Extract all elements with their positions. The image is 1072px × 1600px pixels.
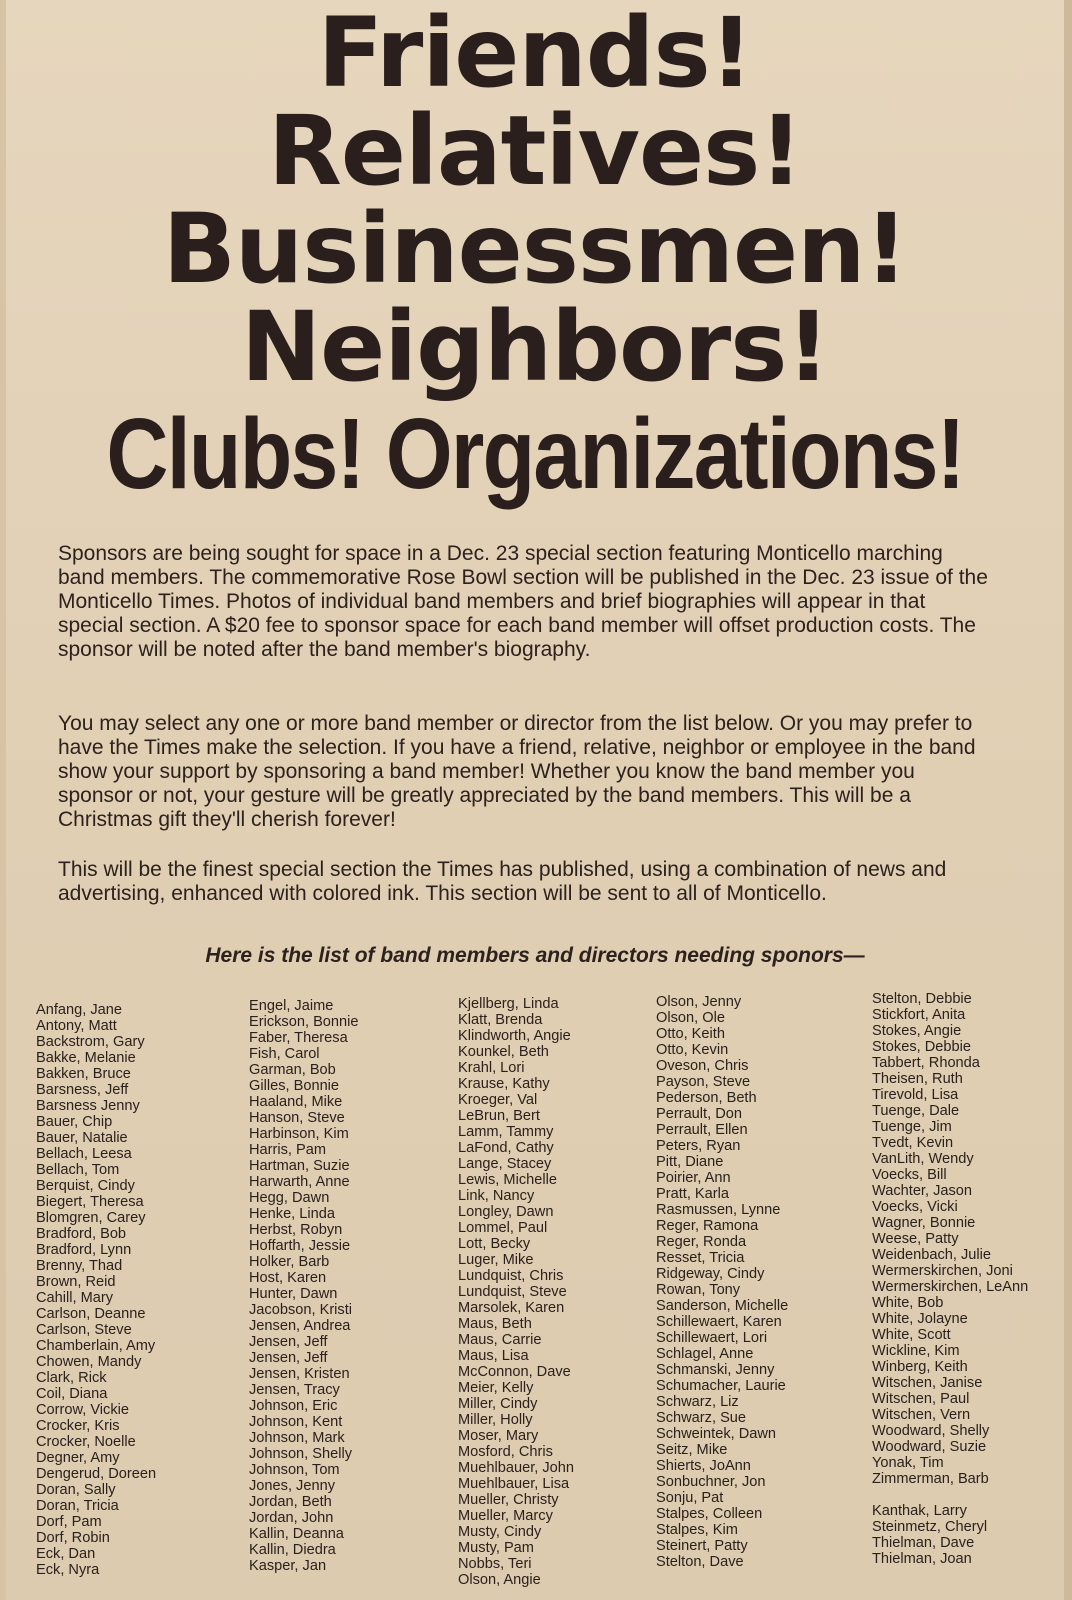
- member-name: Jensen, Tracy: [249, 1382, 340, 1398]
- member-name: Reger, Ronda: [656, 1234, 747, 1250]
- member-name: Eck, Nyra: [36, 1562, 100, 1578]
- list-heading: Here is the list of band members and directors needing sponors—: [205, 944, 865, 967]
- headline-block: [6, 0, 1064, 510]
- member-name: Kounkel, Beth: [458, 1044, 549, 1060]
- member-name: Poirier, Ann: [656, 1170, 731, 1186]
- paragraph-sponsors: Sponsors are being sought for space in a Dec. 23 special section featuring Monticello marching band members. The commemorative Rose Bowl section will be published in the Dec. 23 issue of the Monticello Times. Photos of individual band members and brief biographies will appear in that special section. A $20 fee to sponsor space for each band member will offset production costs. The sponsor will be noted after the band member's biography.: [58, 542, 988, 661]
- member-name: Brown, Reid: [36, 1274, 116, 1290]
- member-name: Oveson, Chris: [656, 1058, 749, 1074]
- member-name: Muehlbauer, John: [458, 1460, 575, 1476]
- member-name: Jacobson, Kristi: [249, 1302, 353, 1318]
- member-name: Tvedt, Kevin: [872, 1135, 954, 1151]
- member-name: Rasmussen, Lynne: [656, 1202, 781, 1218]
- member-name: Doran, Tricia: [36, 1498, 119, 1514]
- member-name: Schlagel, Anne: [656, 1346, 754, 1362]
- member-name: Peters, Ryan: [656, 1138, 741, 1154]
- member-name: Lommel, Paul: [458, 1220, 548, 1236]
- member-name: Krahl, Lori: [458, 1060, 525, 1076]
- member-name: Otto, Kevin: [656, 1042, 729, 1058]
- member-name: Dorf, Pam: [36, 1514, 102, 1530]
- member-name: Longley, Dawn: [458, 1204, 554, 1220]
- member-name: Wermerskirchen, LeAnn: [872, 1279, 1029, 1295]
- member-name: Schmanski, Jenny: [656, 1362, 775, 1378]
- member-name: Weidenbach, Julie: [872, 1247, 991, 1263]
- member-name: Rowan, Tony: [656, 1282, 741, 1298]
- member-name: VanLith, Wendy: [872, 1151, 974, 1167]
- member-name: Bradford, Bob: [36, 1226, 127, 1242]
- member-name: Yonak, Tim: [872, 1455, 944, 1471]
- member-column-5: [872, 991, 1072, 1567]
- member-name: Kallin, Deanna: [249, 1526, 344, 1542]
- member-name: Harris, Pam: [249, 1142, 327, 1158]
- member-name: Mueller, Christy: [458, 1492, 559, 1508]
- member-name: Antony, Matt: [36, 1018, 117, 1034]
- member-name: Theisen, Ruth: [872, 1071, 963, 1087]
- member-name: Barsness Jenny: [36, 1098, 140, 1114]
- member-name: Garman, Bob: [249, 1062, 336, 1078]
- member-name: Kroeger, Val: [458, 1092, 538, 1108]
- member-name: Voecks, Vicki: [872, 1199, 958, 1215]
- member-name: Hartman, Suzie: [249, 1158, 350, 1174]
- member-name: Ridgeway, Cindy: [656, 1266, 765, 1282]
- member-name: Maus, Beth: [458, 1316, 532, 1332]
- member-name: Johnson, Shelly: [249, 1446, 353, 1462]
- member-name: Jensen, Jeff: [249, 1334, 328, 1350]
- member-name: Corrow, Vickie: [36, 1402, 129, 1418]
- member-name: Gilles, Bonnie: [249, 1078, 340, 1094]
- member-name: Biegert, Theresa: [36, 1194, 144, 1210]
- member-name: Bakken, Bruce: [36, 1066, 131, 1082]
- member-name: Brenny, Thad: [36, 1258, 123, 1274]
- member-name: Hegg, Dawn: [249, 1190, 330, 1206]
- member-name: Johnson, Eric: [249, 1398, 338, 1414]
- member-name: Woodward, Shelly: [872, 1423, 990, 1439]
- member-name: Blomgren, Carey: [36, 1210, 146, 1226]
- director-name: Thielman, Dave: [872, 1535, 975, 1551]
- member-name: Weese, Patty: [872, 1231, 959, 1247]
- member-name: Meier, Kelly: [458, 1380, 534, 1396]
- member-name: Johnson, Kent: [249, 1414, 343, 1430]
- member-name: Chamberlain, Amy: [36, 1338, 156, 1354]
- member-name: Jensen, Kristen: [249, 1366, 350, 1382]
- member-name: Perrault, Ellen: [656, 1122, 748, 1138]
- member-name: Bellach, Tom: [36, 1162, 120, 1178]
- member-name: Engel, Jaime: [249, 998, 334, 1014]
- member-name: Lundquist, Steve: [458, 1284, 567, 1300]
- member-name: Sanderson, Michelle: [656, 1298, 789, 1314]
- member-name: Miller, Holly: [458, 1412, 533, 1428]
- member-name: Sonbuchner, Jon: [656, 1474, 766, 1490]
- member-name: Faber, Theresa: [249, 1030, 348, 1046]
- member-name: Bakke, Melanie: [36, 1050, 136, 1066]
- member-name: Crocker, Noelle: [36, 1434, 136, 1450]
- member-name: Tabbert, Rhonda: [872, 1055, 980, 1071]
- member-name: Dengerud, Doreen: [36, 1466, 157, 1482]
- member-column-1: [36, 1002, 241, 1578]
- member-name: Harwarth, Anne: [249, 1174, 350, 1190]
- member-name: White, Jolayne: [872, 1311, 968, 1327]
- headline-relatives: Relatives!: [267, 95, 803, 207]
- member-name: Eck, Dan: [36, 1546, 96, 1562]
- member-name: Stickfort, Anita: [872, 1007, 966, 1023]
- member-name: Zimmerman, Barb: [872, 1471, 989, 1487]
- member-name: Payson, Steve: [656, 1074, 751, 1090]
- member-name: Woodward, Suzie: [872, 1439, 987, 1455]
- member-name: Olson, Angie: [458, 1572, 541, 1588]
- member-name: Stelton, Debbie: [872, 991, 972, 1007]
- member-name: Bauer, Chip: [36, 1114, 113, 1130]
- member-name: Kasper, Jan: [249, 1558, 327, 1574]
- member-name: Jensen, Andrea: [249, 1318, 351, 1334]
- member-name: Moser, Mary: [458, 1428, 539, 1444]
- member-name: Jordan, Beth: [249, 1494, 332, 1510]
- member-name: Stalpes, Kim: [656, 1522, 738, 1538]
- member-name: Witschen, Janise: [872, 1375, 983, 1391]
- member-name: Nobbs, Teri: [458, 1556, 532, 1572]
- member-name: Schweintek, Dawn: [656, 1426, 777, 1442]
- member-name: Wickline, Kim: [872, 1343, 960, 1359]
- member-name: Schwarz, Sue: [656, 1410, 747, 1426]
- member-name: Pederson, Beth: [656, 1090, 757, 1106]
- member-name: Johnson, Tom: [249, 1462, 340, 1478]
- headline-clubs-organizations: Clubs! Organizations!: [106, 398, 964, 510]
- member-column-4: [656, 994, 861, 1570]
- member-name: Musty, Cindy: [458, 1524, 542, 1540]
- member-name: Anfang, Jane: [36, 1002, 123, 1018]
- member-name: Stokes, Angie: [872, 1023, 962, 1039]
- member-name: Fish, Carol: [249, 1046, 320, 1062]
- member-name: Clark, Rick: [36, 1370, 107, 1386]
- member-name: Bauer, Natalie: [36, 1130, 128, 1146]
- member-name: Olson, Jenny: [656, 994, 742, 1010]
- member-name: Degner, Amy: [36, 1450, 120, 1466]
- member-name: Lamm, Tammy: [458, 1124, 554, 1140]
- member-name: Harbinson, Kim: [249, 1126, 349, 1142]
- member-name: Schillewaert, Lori: [656, 1330, 768, 1346]
- member-name: Steinert, Patty: [656, 1538, 748, 1554]
- member-name: LeBrun, Bert: [458, 1108, 540, 1124]
- member-name: Jensen, Jeff: [249, 1350, 328, 1366]
- member-name: Resset, Tricia: [656, 1250, 745, 1266]
- member-name: Winberg, Keith: [872, 1359, 968, 1375]
- member-name: Miller, Cindy: [458, 1396, 538, 1412]
- director-name: Thielman, Joan: [872, 1551, 972, 1567]
- member-name: Kallin, Diedra: [249, 1542, 336, 1558]
- member-name: Musty, Pam: [458, 1540, 534, 1556]
- member-name: Carlson, Deanne: [36, 1306, 146, 1322]
- member-name: Witschen, Vern: [872, 1407, 971, 1423]
- member-name: Klindworth, Angie: [458, 1028, 571, 1044]
- member-name: Cahill, Mary: [36, 1290, 114, 1306]
- member-name: Dorf, Robin: [36, 1530, 110, 1546]
- member-name: Schumacher, Laurie: [656, 1378, 786, 1394]
- member-name: Berquist, Cindy: [36, 1178, 135, 1194]
- member-name: Host, Karen: [249, 1270, 327, 1286]
- member-name: Krause, Kathy: [458, 1076, 550, 1092]
- member-column-2: [249, 998, 454, 1574]
- member-name: Henke, Linda: [249, 1206, 336, 1222]
- member-name: Mueller, Marcy: [458, 1508, 553, 1524]
- member-name: Schillewaert, Karen: [656, 1314, 782, 1330]
- director-name: Kanthak, Larry: [872, 1503, 967, 1519]
- member-name: Lange, Stacey: [458, 1156, 552, 1172]
- member-name: Stalpes, Colleen: [656, 1506, 763, 1522]
- member-name: Marsolek, Karen: [458, 1300, 565, 1316]
- member-name: Stokes, Debbie: [872, 1039, 971, 1055]
- member-name: Chowen, Mandy: [36, 1354, 142, 1370]
- member-name: Maus, Carrie: [458, 1332, 542, 1348]
- member-name: Johnson, Mark: [249, 1430, 345, 1446]
- member-name: Klatt, Brenda: [458, 1012, 543, 1028]
- member-name: Pratt, Karla: [656, 1186, 729, 1202]
- member-name: Luger, Mike: [458, 1252, 534, 1268]
- paragraph-selection: You may select any one or more band member or director from the list below. Or you may prefer to have the Times make the selection. If you have a friend, relative, neighbor or employee in the band show your support by sponsoring a band member! Whether you know the band member you sponsor or not, your gesture will be greatly appreciated by the band members. This will be a Christmas gift they'll cherish forever!: [58, 712, 976, 831]
- member-name: Lundquist, Chris: [458, 1268, 564, 1284]
- member-name: LaFond, Cathy: [458, 1140, 554, 1156]
- member-name: Tirevold, Lisa: [872, 1087, 959, 1103]
- member-name: Wagner, Bonnie: [872, 1215, 976, 1231]
- member-name: Herbst, Robyn: [249, 1222, 343, 1238]
- member-name: Haaland, Mike: [249, 1094, 343, 1110]
- member-name: Maus, Lisa: [458, 1348, 529, 1364]
- member-name: Witschen, Paul: [872, 1391, 970, 1407]
- headline-neighbors: Neighbors!: [240, 291, 830, 403]
- member-name: Stelton, Dave: [656, 1554, 744, 1570]
- member-name: Holker, Barb: [249, 1254, 330, 1270]
- member-name: Hanson, Steve: [249, 1110, 345, 1126]
- member-name: White, Bob: [872, 1295, 944, 1311]
- member-name: White, Scott: [872, 1327, 951, 1343]
- director-name: Steinmetz, Cheryl: [872, 1519, 988, 1535]
- member-name: Jones, Jenny: [249, 1478, 335, 1494]
- headline-friends: Friends!: [317, 0, 753, 109]
- member-name: Muehlbauer, Lisa: [458, 1476, 570, 1492]
- member-name: Shierts, JoAnn: [656, 1458, 751, 1474]
- member-name: Bellach, Leesa: [36, 1146, 132, 1162]
- member-name: Carlson, Steve: [36, 1322, 132, 1338]
- member-name: Link, Nancy: [458, 1188, 535, 1204]
- member-name: Jordan, John: [249, 1510, 334, 1526]
- member-name: Olson, Ole: [656, 1010, 725, 1026]
- headline-businessmen: Businessmen!: [162, 193, 908, 305]
- member-name: Wachter, Jason: [872, 1183, 973, 1199]
- member-name: Mosford, Chris: [458, 1444, 553, 1460]
- member-name: Tuenge, Jim: [872, 1119, 952, 1135]
- member-name: McConnon, Dave: [458, 1364, 571, 1380]
- member-name: Sonju, Pat: [656, 1490, 724, 1506]
- member-name: Pitt, Diane: [656, 1154, 724, 1170]
- member-name: Coil, Diana: [36, 1386, 108, 1402]
- paragraph-special-section: This will be the finest special section the Times has published, using a combination of news and advertising, enhanced with colored ink. This section will be sent to all of Monticello.: [58, 858, 947, 905]
- member-name: Hunter, Dawn: [249, 1286, 338, 1302]
- member-name: Tuenge, Dale: [872, 1103, 960, 1119]
- member-name: Erickson, Bonnie: [249, 1014, 359, 1030]
- spacer: [872, 1487, 1072, 1503]
- member-name: Schwarz, Liz: [656, 1394, 739, 1410]
- member-name: Wermerskirchen, Joni: [872, 1263, 1013, 1279]
- member-name: Lott, Becky: [458, 1236, 531, 1252]
- member-name: Lewis, Michelle: [458, 1172, 557, 1188]
- member-name: Otto, Keith: [656, 1026, 725, 1042]
- member-name: Kjellberg, Linda: [458, 996, 559, 1012]
- member-column-3: [458, 996, 663, 1588]
- member-name: Backstrom, Gary: [36, 1034, 145, 1050]
- member-name: Seitz, Mike: [656, 1442, 728, 1458]
- member-name: Bradford, Lynn: [36, 1242, 132, 1258]
- member-name: Barsness, Jeff: [36, 1082, 129, 1098]
- member-name: Doran, Sally: [36, 1482, 116, 1498]
- member-name: Perrault, Don: [656, 1106, 742, 1122]
- member-name: Reger, Ramona: [656, 1218, 759, 1234]
- member-name: Voecks, Bill: [872, 1167, 947, 1183]
- member-name: Hoffarth, Jessie: [249, 1238, 351, 1254]
- member-name: Crocker, Kris: [36, 1418, 120, 1434]
